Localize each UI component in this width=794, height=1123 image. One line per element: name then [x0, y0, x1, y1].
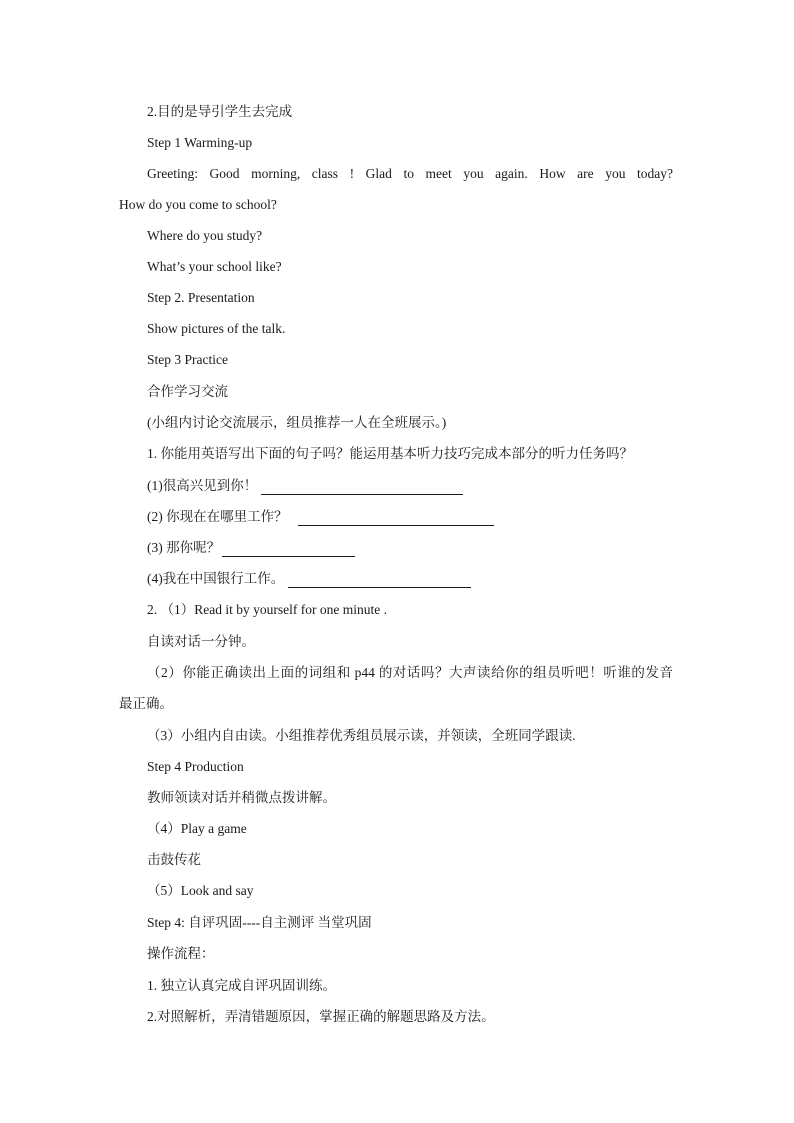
text-line: 2.对照解析，弄清错题原因，掌握正确的解题思路及方法。 [147, 1009, 495, 1024]
fill-in-prompt: (2) 你现在在哪里工作？ [147, 509, 288, 524]
fill-in-item [147, 508, 494, 526]
text-line: Where do you study? [147, 228, 263, 243]
step-heading: Step 3 Practice [147, 352, 228, 367]
text-line: （2）你能正确读出上面的词组和 p44 的对话吗？大声读给你的组员听吧！听谁的发音 [147, 665, 673, 680]
step-heading: Step 1 Warming-up [147, 135, 253, 150]
text-line: （4）Play a game [147, 821, 247, 836]
text-line: （5）Look and say [147, 883, 254, 898]
text-line: (小组内讨论交流展示，组员推荐一人在全班展示。) [147, 415, 447, 430]
fill-in-prompt: (4)我在中国银行工作。 [147, 571, 285, 586]
answer-blank[interactable] [261, 480, 463, 495]
text-line: 1. 独立认真完成自评巩固训练。 [147, 978, 336, 993]
text-line: 教师领读对话并稍微点拨讲解。 [147, 790, 336, 805]
fill-in-item [147, 477, 463, 495]
text-line: What’s your school like? [147, 259, 282, 274]
fill-in-item [147, 539, 355, 557]
text-line: 2. （1）Read it by yourself for one minute . [147, 602, 387, 617]
text-line: 合作学习交流 [147, 384, 228, 399]
answer-blank[interactable] [222, 542, 355, 557]
step-heading: Step 2. Presentation [147, 290, 255, 305]
text-line: （3）小组内自由读。小组推荐优秀组员展示读，并领读，全班同学跟读. [147, 728, 576, 743]
text-line: 自读对话一分钟。 [147, 634, 255, 649]
text-line: 击鼓传花 [147, 852, 201, 867]
step-heading: Step 4 Production [147, 759, 244, 774]
text-line: 2.目的是导引学生去完成 [147, 104, 293, 119]
text-line: Show pictures of the talk. [147, 321, 286, 336]
text-line: 操作流程： [147, 946, 215, 961]
text-line: 最正确。 [119, 696, 173, 711]
fill-in-prompt: (1)很高兴见到你！ [147, 478, 258, 493]
step-heading: Step 4: 自评巩固----自主测评 当堂巩固 [147, 915, 372, 930]
fill-in-prompt: (3) 那你呢？ [147, 540, 221, 555]
text-line: How do you come to school? [119, 197, 277, 212]
answer-blank[interactable] [298, 511, 494, 526]
text-line: Greeting: Good morning, class ! Glad to meet you again. How are you today? [147, 166, 673, 181]
answer-blank[interactable] [288, 573, 471, 588]
fill-in-item [147, 570, 471, 588]
question-line: 1. 你能用英语写出下面的句子吗？能运用基本听力技巧完成本部分的听力任务吗？ [147, 446, 633, 461]
